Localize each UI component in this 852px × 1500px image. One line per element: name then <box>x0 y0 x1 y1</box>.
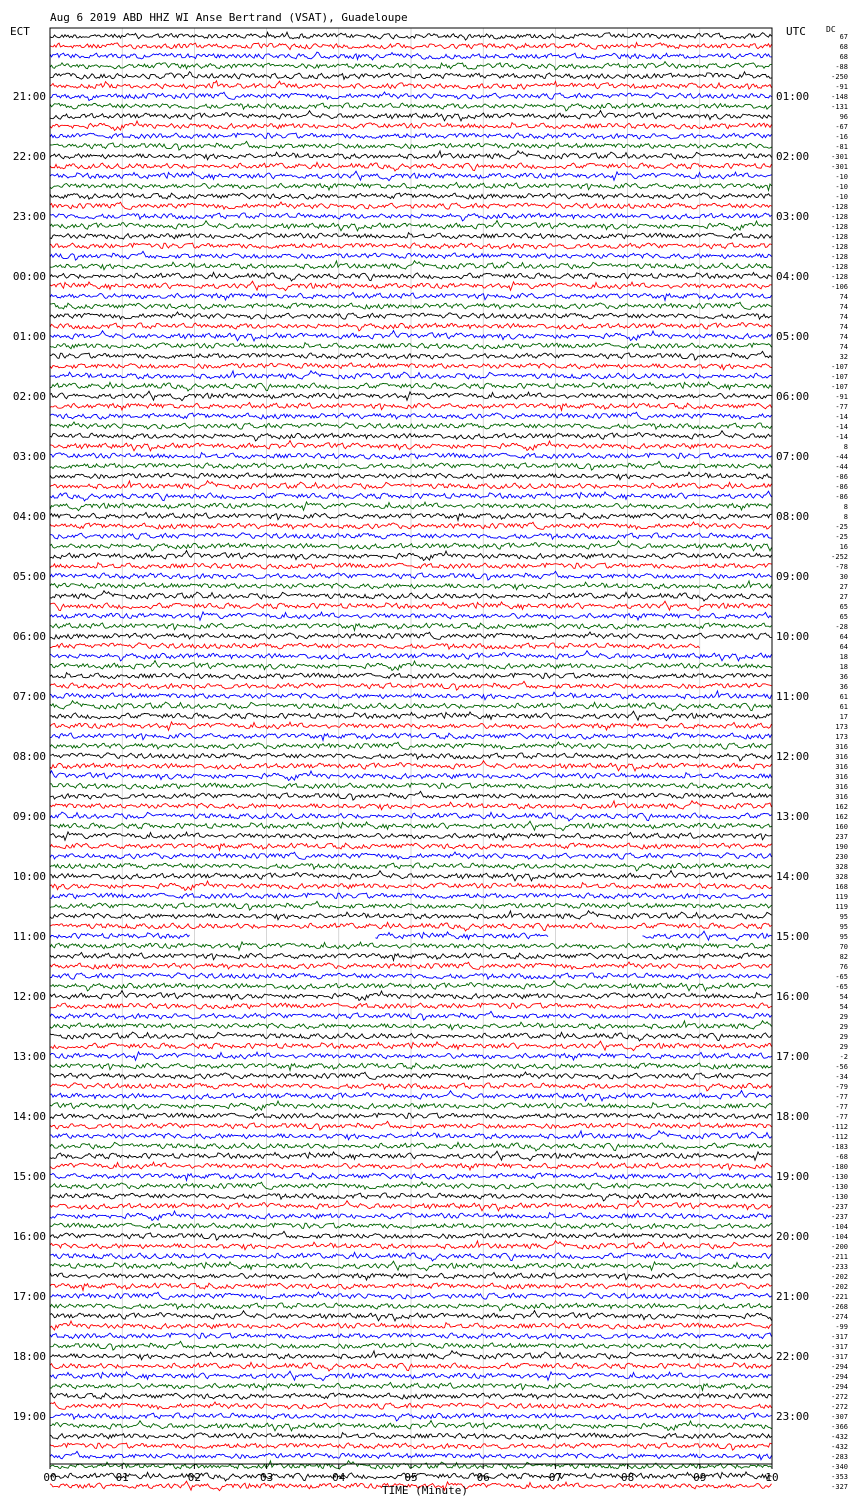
dc-offset-label: -233 <box>831 1263 848 1271</box>
dc-offset-label: -91 <box>835 83 848 91</box>
utc-hour-label: 11:00 <box>776 690 810 703</box>
dc-offset-label: 54 <box>839 993 848 1001</box>
dc-offset-label: -77 <box>835 403 848 411</box>
dc-offset-label: 74 <box>839 313 848 321</box>
dc-offset-label: -10 <box>835 193 848 201</box>
dc-offset-label: 30 <box>839 573 848 581</box>
dc-offset-label: 74 <box>839 293 848 301</box>
utc-hour-label: 05:00 <box>776 330 810 343</box>
dc-offset-label: -148 <box>831 93 848 101</box>
dc-offset-label: -128 <box>831 233 848 241</box>
utc-hour-label: 21:00 <box>776 1290 810 1303</box>
utc-hour-label: 22:00 <box>776 1350 810 1363</box>
dc-offset-label: 64 <box>839 633 848 641</box>
dc-offset-label: 230 <box>835 853 848 861</box>
dc-offset-label: -77 <box>835 1103 848 1111</box>
ect-hour-label: 10:00 <box>12 870 46 883</box>
dc-offset-label: -65 <box>835 973 848 981</box>
dc-offset-label: 328 <box>835 873 848 881</box>
dc-offset-label: 29 <box>839 1013 848 1021</box>
dc-offset-label: 76 <box>839 963 848 971</box>
ect-hour-label: 07:00 <box>12 690 46 703</box>
dc-offset-label: -112 <box>831 1133 848 1141</box>
dc-offset-label: -317 <box>831 1343 848 1351</box>
utc-hour-label: 02:00 <box>776 150 810 163</box>
dc-offset-label: -65 <box>835 983 848 991</box>
dc-offset-label: -10 <box>835 173 848 181</box>
dc-offset-label: -317 <box>831 1333 848 1341</box>
dc-offset-label: -283 <box>831 1453 848 1461</box>
dc-offset-label: 70 <box>839 943 848 951</box>
dc-offset-label: 168 <box>835 883 848 891</box>
dc-offset-label: 316 <box>835 753 848 761</box>
dc-offset-label: -221 <box>831 1293 848 1301</box>
utc-hour-label: 04:00 <box>776 270 810 283</box>
dc-offset-label: 27 <box>839 593 848 601</box>
dc-offset-label: -294 <box>831 1373 848 1381</box>
dc-offset-label: -130 <box>831 1173 848 1181</box>
dc-offset-label: -68 <box>835 1153 848 1161</box>
dc-offset-label: -294 <box>831 1363 848 1371</box>
utc-hour-label: 09:00 <box>776 570 810 583</box>
dc-offset-label: -202 <box>831 1283 848 1291</box>
dc-offset-label: -200 <box>831 1243 848 1251</box>
dc-offset-label: -432 <box>831 1433 848 1441</box>
dc-offset-label: -34 <box>835 1073 848 1081</box>
utc-hour-label: 23:00 <box>776 1410 810 1423</box>
dc-offset-label: 18 <box>839 663 848 671</box>
utc-hour-label: 14:00 <box>776 870 810 883</box>
dc-offset-label: -353 <box>831 1473 848 1481</box>
dc-offset-label: -250 <box>831 73 848 81</box>
dc-offset-label: -128 <box>831 223 848 231</box>
dc-offset-label: -25 <box>835 523 848 531</box>
x-axis-title: TIME (Minute) <box>381 1484 469 1497</box>
dc-offset-label: -16 <box>835 133 848 141</box>
x-tick-label: 09 <box>693 1471 707 1484</box>
dc-offset-label: 8 <box>843 513 848 521</box>
utc-hour-label: 17:00 <box>776 1050 810 1063</box>
dc-offset-label: 74 <box>839 343 848 351</box>
dc-offset-label: -128 <box>831 273 848 281</box>
dc-offset-label: -86 <box>835 473 848 481</box>
x-tick-label: 08 <box>620 1471 635 1484</box>
dc-offset-label: -77 <box>835 1093 848 1101</box>
dc-offset-label: 95 <box>839 913 848 921</box>
dc-offset-label: -104 <box>831 1223 848 1231</box>
dc-offset-label: -272 <box>831 1393 848 1401</box>
dc-offset-label: 32 <box>839 353 848 361</box>
dc-offset-label: 61 <box>839 693 848 701</box>
dc-offset-label: 95 <box>839 923 848 931</box>
dc-offset-label: -78 <box>835 563 848 571</box>
dc-offset-label: -25 <box>835 533 848 541</box>
dc-offset-label: 82 <box>839 953 848 961</box>
dc-offset-label: 65 <box>839 603 848 611</box>
dc-offset-label: -237 <box>831 1203 848 1211</box>
ect-hour-label: 16:00 <box>12 1230 46 1243</box>
dc-offset-label: 160 <box>835 823 848 831</box>
dc-offset-label: -56 <box>835 1063 848 1071</box>
utc-hour-label: 19:00 <box>776 1170 810 1183</box>
dc-offset-label: 27 <box>839 583 848 591</box>
dc-offset-label: -2 <box>839 1053 848 1061</box>
dc-offset-label: 95 <box>839 933 848 941</box>
dc-offset-label: 18 <box>839 653 848 661</box>
dc-offset-label: -44 <box>835 463 848 471</box>
dc-offset-label: -131 <box>831 103 848 111</box>
dc-offset-label: 17 <box>839 713 848 721</box>
ect-hour-label: 04:00 <box>12 510 46 523</box>
dc-offset-label: 190 <box>835 843 848 851</box>
dc-offset-label: 36 <box>839 683 848 691</box>
utc-hour-label: 03:00 <box>776 210 810 223</box>
dc-offset-label: 74 <box>839 303 848 311</box>
ect-hour-label: 05:00 <box>12 570 46 583</box>
dc-offset-label: -86 <box>835 483 848 491</box>
dc-offset-label: -14 <box>835 433 848 441</box>
utc-hour-label: 06:00 <box>776 390 810 403</box>
utc-hour-label: 20:00 <box>776 1230 810 1243</box>
dc-offset-label: 54 <box>839 1003 848 1011</box>
x-tick-label: 07 <box>548 1471 563 1484</box>
ect-hour-label: 09:00 <box>12 810 46 823</box>
dc-offset-label: 162 <box>835 813 848 821</box>
ect-hour-label: 01:00 <box>12 330 46 343</box>
dc-offset-label: -268 <box>831 1303 848 1311</box>
dc-offset-label: -107 <box>831 363 848 371</box>
dc-offset-label: -307 <box>831 1413 848 1421</box>
dc-offset-label: 237 <box>835 833 848 841</box>
dc-offset-label: 8 <box>843 503 848 511</box>
dc-offset-label: 316 <box>835 763 848 771</box>
dc-offset-label: -107 <box>831 373 848 381</box>
utc-hour-label: 01:00 <box>776 90 810 103</box>
dc-offset-label: -340 <box>831 1463 848 1471</box>
dc-offset-label: -183 <box>831 1143 848 1151</box>
dc-offset-label: 65 <box>839 613 848 621</box>
dc-offset-label: -77 <box>835 1113 848 1121</box>
ect-hour-label: 12:00 <box>12 990 46 1003</box>
dc-offset-label: -301 <box>831 153 848 161</box>
dc-offset-label: 8 <box>843 443 848 451</box>
ect-hour-label: 21:00 <box>12 90 46 103</box>
ect-hour-label: 11:00 <box>12 930 46 943</box>
dc-offset-label: -180 <box>831 1163 848 1171</box>
dc-offset-label: -327 <box>831 1483 848 1491</box>
ect-hour-label: 06:00 <box>12 630 46 643</box>
ect-hour-label: 02:00 <box>12 390 46 403</box>
x-tick-label: 04 <box>332 1471 346 1484</box>
dc-offset-label: 162 <box>835 803 848 811</box>
dc-offset-label: 316 <box>835 743 848 751</box>
dc-offset-label: -128 <box>831 243 848 251</box>
dc-offset-label: 316 <box>835 793 848 801</box>
dc-offset-label: 328 <box>835 863 848 871</box>
dc-offset-label: -28 <box>835 623 848 631</box>
dc-offset-label: 29 <box>839 1033 848 1041</box>
dc-offset-label: 68 <box>839 53 848 61</box>
x-tick-label: 00 <box>43 1471 57 1484</box>
dc-offset-label: -211 <box>831 1253 848 1261</box>
dc-offset-label: -274 <box>831 1313 848 1321</box>
dc-offset-label: -237 <box>831 1213 848 1221</box>
dc-offset-label: -301 <box>831 163 848 171</box>
ect-hour-label: 03:00 <box>12 450 46 463</box>
x-tick-label: 10 <box>765 1471 779 1484</box>
dc-offset-label: -81 <box>835 143 848 151</box>
dc-offset-label: -107 <box>831 383 848 391</box>
dc-offset-label: 16 <box>839 543 848 551</box>
dc-offset-label: -106 <box>831 283 848 291</box>
dc-offset-label: -130 <box>831 1183 848 1191</box>
utc-hour-label: 15:00 <box>776 930 810 943</box>
dc-offset-label: -86 <box>835 493 848 501</box>
dc-offset-label: -272 <box>831 1403 848 1411</box>
dc-offset-label: 119 <box>835 903 848 911</box>
dc-corner-label: DC <box>826 25 836 34</box>
x-tick-label: 05 <box>404 1471 418 1484</box>
dc-offset-label: -44 <box>835 453 848 461</box>
dc-offset-label: 173 <box>835 733 848 741</box>
ect-hour-label: 00:00 <box>12 270 46 283</box>
dc-offset-label: -67 <box>835 123 848 131</box>
dc-offset-label: 29 <box>839 1043 848 1051</box>
utc-hour-label: 16:00 <box>776 990 810 1003</box>
x-tick-label: 01 <box>115 1471 129 1484</box>
ect-hour-label: 08:00 <box>12 750 46 763</box>
utc-hour-label: 13:00 <box>776 810 810 823</box>
dc-offset-label: 29 <box>839 1023 848 1031</box>
dc-offset-label: 316 <box>835 773 848 781</box>
dc-offset-label: -14 <box>835 423 848 431</box>
dc-offset-label: -128 <box>831 253 848 261</box>
ect-hour-label: 14:00 <box>12 1110 46 1123</box>
dc-offset-label: -88 <box>835 63 848 71</box>
utc-hour-label: 12:00 <box>776 750 810 763</box>
right-axis-label: UTC <box>786 25 806 38</box>
dc-offset-label: 316 <box>835 783 848 791</box>
dc-offset-label: -79 <box>835 1083 848 1091</box>
dc-offset-label: -294 <box>831 1383 848 1391</box>
dc-offset-label: -252 <box>831 553 848 561</box>
ect-hour-label: 17:00 <box>12 1290 46 1303</box>
dc-offset-label: -317 <box>831 1353 848 1361</box>
x-tick-label: 06 <box>476 1471 490 1484</box>
dc-offset-label: 64 <box>839 643 848 651</box>
dc-offset-label: 74 <box>839 323 848 331</box>
dc-offset-label: -130 <box>831 1193 848 1201</box>
dc-offset-label: -432 <box>831 1443 848 1451</box>
x-tick-label: 02 <box>187 1471 202 1484</box>
dc-offset-label: -128 <box>831 203 848 211</box>
ect-hour-label: 19:00 <box>12 1410 46 1423</box>
dc-offset-label: -10 <box>835 183 848 191</box>
dc-offset-label: -112 <box>831 1123 848 1131</box>
utc-hour-label: 08:00 <box>776 510 810 523</box>
chart-title: Aug 6 2019 ABD HHZ WI Anse Bertrand (VSAT), Guadeloupe <box>50 11 408 24</box>
ect-hour-label: 22:00 <box>12 150 46 163</box>
dc-offset-label: -91 <box>835 393 848 401</box>
dc-offset-label: -99 <box>835 1323 848 1331</box>
dc-offset-label: -366 <box>831 1423 848 1431</box>
dc-offset-label: 173 <box>835 723 848 731</box>
dc-offset-label: 36 <box>839 673 848 681</box>
dc-offset-label: 67 <box>839 33 848 41</box>
dc-offset-label: 68 <box>839 43 848 51</box>
dc-offset-label: 74 <box>839 333 848 341</box>
dc-offset-label: -104 <box>831 1233 848 1241</box>
left-axis-label: ECT <box>10 25 30 38</box>
dc-offset-label: -202 <box>831 1273 848 1281</box>
x-tick-label: 03 <box>259 1471 274 1484</box>
dc-offset-label: -128 <box>831 263 848 271</box>
dc-offset-label: 61 <box>839 703 848 711</box>
utc-hour-label: 10:00 <box>776 630 810 643</box>
ect-hour-label: 15:00 <box>12 1170 46 1183</box>
dc-offset-label: 119 <box>835 893 848 901</box>
ect-hour-label: 13:00 <box>12 1050 46 1063</box>
dc-offset-label: -128 <box>831 213 848 221</box>
utc-hour-label: 07:00 <box>776 450 810 463</box>
ect-hour-label: 18:00 <box>12 1350 46 1363</box>
dc-offset-label: 96 <box>839 113 848 121</box>
utc-hour-label: 18:00 <box>776 1110 810 1123</box>
dc-offset-label: -14 <box>835 413 848 421</box>
ect-hour-label: 23:00 <box>12 210 46 223</box>
